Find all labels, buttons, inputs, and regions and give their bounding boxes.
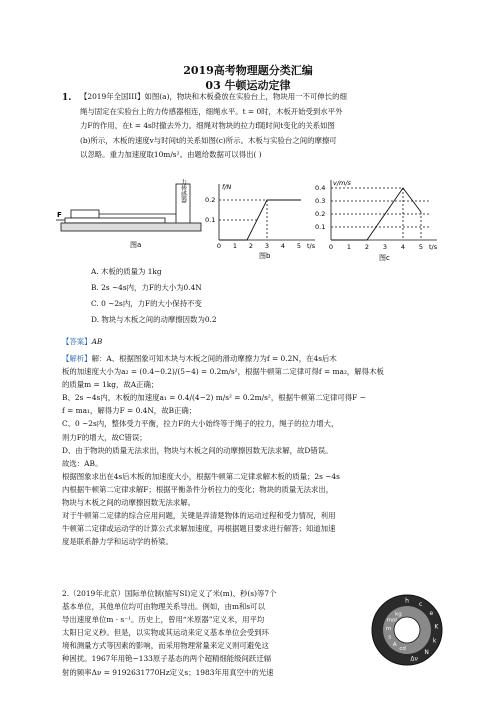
- figure-b-xlabel: t/s: [307, 242, 316, 250]
- figure-c-ytick: 0.1: [315, 223, 326, 231]
- figure-b-ylabel: f/N: [222, 183, 232, 191]
- question-stem: 【2019年全国III】如图(a)，物块和木板叠放在实验台上，物块用一不可伸长的细 绳与固定在实验台上的力传感器相连，细绳水平。t = 0时，木板开始受到水平外 力F的作用，在t = 4s时撤去外力。细绳对物块的拉力f随时间t变化的关系如图 (b)所示，木板的速度v与时间t的关系如图(c)所示。木板与实验台之间的摩擦可 以忽略。重力加速度取10m/s²。由题给数据可以得出( ): [80, 92, 347, 160]
- si-logo-unit: h: [405, 597, 409, 605]
- figure-c-xtick: 2: [364, 243, 370, 251]
- figure-b-xtick: 1: [232, 242, 238, 250]
- si-logo-unit: cd: [399, 646, 406, 652]
- figure-c-ytick: 0.3: [315, 197, 326, 205]
- figure-c-xlabel: t/s: [429, 243, 438, 251]
- lab-table: [61, 223, 201, 231]
- figure-c-xtick: 4: [400, 243, 406, 251]
- si-logo-unit: k: [432, 637, 437, 645]
- block: [71, 210, 99, 218]
- figure-b-ytick-1: 0.1: [205, 216, 216, 224]
- option-b: B. 2s ~4s内，力F的大小为0.4N: [91, 283, 202, 292]
- figure-c-ytick: 0.4: [315, 184, 326, 192]
- figure-b-ytick-0: 0.2: [205, 196, 216, 204]
- document-subtitle: 03 牛顿运动定律: [205, 79, 291, 92]
- figure-c-xticks: [329, 243, 423, 251]
- question-2-text: 2.（2019年北京）国际单位制(缩写SI)定义了米(m)、秒(s)等7个 基本单位，其他单位均可由物理关系导出。例如，由m和s可以 导出速度单位m · s⁻¹。历史上，曾用“米原器”定义米，用平均 太阳日定义秒。但是，以实物或其运动来定义基本单位会受到环 境和测量方式等因素的影响，而采用物理常量来定义则可避免这 种困扰。1967年用铯−133原子基态的两个超精细能级间跃迁辐 射的频率Δν = 9192631770Hz定义s；1983年用真空中的光速: [62, 589, 277, 677]
- si-logo-unit: e: [429, 610, 434, 618]
- si-logo-unit: mol: [386, 617, 397, 624]
- figure-c-caption: 图c: [379, 254, 390, 262]
- si-logo-unit: Δν: [410, 655, 418, 663]
- force-label: F: [57, 211, 62, 219]
- figure-b-xtick: 3: [264, 242, 270, 250]
- figure-c-xtick: 0: [328, 243, 334, 251]
- answer-tag: 【答案】: [62, 337, 92, 346]
- analysis-tag: 【解析】: [62, 354, 92, 363]
- option-d: D. 物块与木板之间的动摩擦因数为0.2: [91, 315, 217, 324]
- figure-a-caption: 图a: [130, 241, 142, 249]
- board: [65, 218, 165, 223]
- figure-b-xticks: [217, 242, 301, 250]
- figure-c-ylabel: v/m/s: [333, 179, 351, 187]
- answer-line: [62, 336, 102, 347]
- option-a: A. 木板的质量为 1kg: [91, 267, 162, 276]
- si-logo-unit: A: [392, 641, 397, 648]
- si-logo-unit: m: [385, 625, 392, 632]
- si-logo-unit: kg: [395, 611, 402, 618]
- analysis: [62, 352, 440, 548]
- figure-b: [205, 180, 326, 262]
- figure-b-xtick: 4: [280, 242, 286, 250]
- si-logo-unit: c: [419, 600, 423, 608]
- analysis-text: 解：A、根据图象可知木块与木板之间的滑动摩擦力为f = 0.2N，在4s后木 板的加速度大小为a₂ = (0.4−0.2)/(5−4) = 0.2m/s²，根据牛顿第二定律可得f = ma₂，解得木板 的质量m = 1kg，故A正确； B、2s ~4s内，木板的加速度a₁ = 0.4/(4−2) m/s² = 0.2m/s²，根据牛顿第二定律可得F − f = ma₁，解得力F = 0.4N，故B正确； C、0 ~2s内，整体受力平衡，拉力F的大小始终等于绳子的拉力，绳子的拉力增大， 则力F的增大，故C错误； D、由于物块的质量无法求出，物块与木板之间的动摩擦因数无法求解，故D错误。 故选：AB。 根据图象求出在4s后木板的加速度大小，根据牛顿第二定律求解木板的质量；2s ~4s 内根据牛顿第二定律求解F；根据平衡条件分析拉力的变化；物块的质量无法求出， 物块与木板之间的动摩擦因数无法求解。 对于牛顿第二定律的综合应用问题，关键是弄清楚物体的运动过程和受力情况，利用 牛顿第二定律或运动学的计算公式求解加速度，再根据题目要求进行解答；知道加速 度是联系静力学和运动学的桥梁。: [62, 354, 384, 547]
- figure-b-xtick: 2: [248, 242, 254, 250]
- figure-c-ytick: 0.2: [315, 210, 326, 218]
- figure-c-xtick: 3: [382, 243, 388, 251]
- si-logo-unit: N: [424, 649, 429, 657]
- figure-b-xtick: 0: [216, 242, 222, 250]
- figure-c-xtick: 1: [346, 243, 352, 251]
- figure-a: [55, 176, 205, 252]
- figure-b-caption: 图b: [259, 252, 271, 260]
- si-logo-unit: s: [388, 634, 392, 641]
- si-logo-unit: K: [434, 623, 439, 631]
- figure-c: [313, 176, 445, 264]
- figure-b-xtick: 5: [296, 242, 302, 250]
- document-title: 2019高考物理题分类汇编: [183, 64, 313, 77]
- figure-c-yticks: [315, 184, 325, 231]
- option-c: C. 0 ~2s内，力F的大小保持不变: [91, 299, 202, 308]
- question-number: 1.: [62, 93, 72, 103]
- figure-c-xtick: 5: [418, 243, 424, 251]
- si-units-logo: [370, 593, 444, 667]
- sensor-label: 力传感器: [179, 179, 187, 203]
- answer-value: AB: [91, 337, 103, 346]
